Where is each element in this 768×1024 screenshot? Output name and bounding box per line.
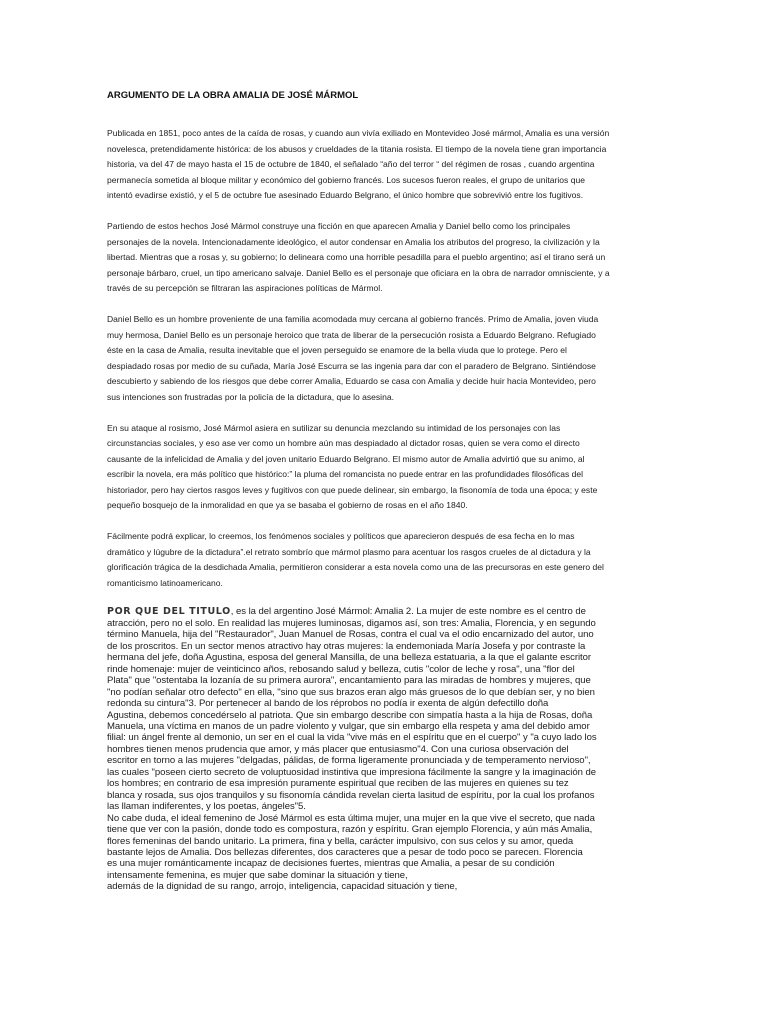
text-line: de los proscritos. En un sector menos atractivo hay otras mujeres: la endemoniada María Josefa y por contraste la [107,640,586,652]
text-line: redonda su cintura"3. Por pertenecer al bando de los réprobos no podía ir exenta de algún defectillo doña [107,698,549,710]
text-line: dramático y lúgubre de la dictadura”.el retrato sombrío que mármol plasmo para acentuar los rasgos crueles de al dictadura y la [107,546,591,557]
paragraph [107,312,667,406]
text-line: libertad. Mientras que a rosas y, su gobierno; lo delineara como una horrible pesadilla para el pueblo argentino; así el tirano será un [107,252,606,263]
text-line: sus intenciones son frustradas por la policía de la dictadura, que lo asesina. [107,391,394,402]
text-line: bastante lejos de Amalia. Dos bellezas diferentes, dos caracteres que a pesar de todo poco se parecen. Florencia [107,846,583,858]
paragraph [107,126,667,204]
section-paragraph [107,606,682,892]
text-line: romanticismo latinoamericano. [107,577,223,588]
section-first-line [107,606,682,617]
text-line: En su ataque al rosismo, José Mármol asiera en sutilizar su denuncia mezclando su intimidad de los personajes con las [107,422,561,433]
paragraph [107,529,667,591]
text-line: intensamente femenina, es mujer que sabe dominar la situación y tiene, [107,869,408,881]
paragraph [107,219,667,297]
text-line: Fácilmente podrá explicar, lo creemos, los fenómenos sociales y políticos que aparecieron después de esa fecha en lo mas [107,531,575,542]
text-line: hermana del jefe, doña Agustina, esposa del general Mansilla, de una belleza estatuaria, a la que el galante escritor [107,652,592,664]
text-line: personaje bárbaro, cruel, un tipo americano salvaje. Daniel Bello es el personaje que oficiara en la obra de narrador omnisciente, y a [107,267,610,278]
text-line: Publicada en 1851, poco antes de la caída de rosas, y cuando aun vivía exiliado en Montevideo José mármol, Amalia es una versión [107,128,610,138]
paragraphs-container [107,126,667,591]
text-line: muy hermosa, Daniel Bello es un personaje heroico que trata de liberar de la persecución rosista a Eduardo Belgrano. Refugiado [107,329,596,340]
text-line: escritor en torno a las mujeres "delgadas, pálidas, de forma ligeramente pronunciada y de temperamento nervioso", [107,755,591,767]
document-page [107,90,667,893]
section-first-line-text: , es la del argentino José Mármol: Amalia 2. La mujer de este nombre es el centro de [230,606,586,618]
text-line: glorificación trágica de la desdichada Amalia, permitieron considerar a esta novela como una de las precursoras en este genero del [107,562,604,573]
text-line: las llaman indiferentes, y los poetas, ángeles"5. [107,801,306,813]
text-line: pequeño bosquejo de la inmoralidad en que ya se basaba el gobierno de rosas en el año 1840. [107,500,468,511]
text-line: "no podían señalar otro defecto" en ella, "sino que sus brazos eran algo más gruesos de lo que debían ser, y no bien [107,686,595,698]
text-line: es una mujer románticamente incapaz de decisiones fuertes, mientras que Amalia, a pesar de su condición [107,858,555,870]
text-line: atracción, pero no el solo. En realidad las mujeres luminosas, digamos así, son tres: Amalia, Florencia, y en segundo [107,617,596,629]
text-line: intentó evadirse existió, y el 5 de octubre fue asesinado Eduardo Belgrano, el único hombre que sobrevivió entre los fugitivos. [107,190,584,201]
section-lines-container [107,618,682,893]
text-line: través de su percepción se filtraran las aspiraciones políticas de Mármol. [107,283,383,294]
document-title: ARGUMENTO DE LA OBRA AMALIA DE JOSÉ MÁRMOL [107,90,359,101]
text-line: éste en la casa de Amalia, resulta inevitable que el joven perseguido se enamore de la bella viuda que lo protege. Pero el [107,345,567,356]
text-line: personajes de la novela. Intencionadamente ideológico, el autor condensar en Amalia los atributos del progreso, la civilización y la [107,236,600,247]
text-line: circunstancias sociales, y eso ase ver como un hombre aún mas despiadado al dictador rosas, quien se vera como el directo [107,438,580,449]
text-line: permanecía sometida al bloque militar y económico del gobierno francés. Los sucesos fueron reales, el grupo de unitarios que [107,174,585,185]
text-line: Agustina, debemos concedérselo al patriota. Que sin embargo describe con simpatía hasta a la hija de Rosas, doña [107,709,593,721]
text-line: hombres tienen menos prudencia que amor, y más placer que entusiasmo"4. Con una curiosa observación del [107,743,569,755]
text-line: historiador, pero hay ciertos rasgos leves y fugitivos con que puede delinear, sin embargo, la fisonomía de toda una época; y este [107,484,598,495]
text-line: despiadado rosas por medio de su cuñada, María José Escurra se las ingenia para dar con el paradero de Belgrano. Sintiéndose [107,360,596,371]
text-line: novelesca, pretendidamente histórica: de los abusos y crueldades de la titania rosista. El tiempo de la novela tiene gran importancia [107,143,607,154]
text-line: blanca y rosada, sus ojos tranquilos y su fisonomía cándida revelan cierta lasitud de espíritu, por la cual los profanos [107,789,595,801]
text-line: término Manuela, hija del "Restaurador", Juan Manuel de Rosas, contra el cual va el odio encarnizado del autor, uno [107,629,594,641]
text-line: Daniel Bello es un hombre proveniente de una familia acomodada muy cercana al gobierno francés. Primo de Amalia, joven viuda [107,313,599,324]
text-line: causante de la infelicidad de Amalia y del joven unitario Eduardo Belgrano. El mismo autor de Amalia advirtió que su animo, al [107,453,585,464]
text-line: las cuales "poseen cierto secreto de voluptuosidad instintiva que impresiona fácilmente la sangre y la imaginación de [107,766,596,778]
text-line: Manuela, una víctima en manos de un padre violento y vulgar, que sin embargo ella respeta y ama del debido amor [107,720,590,732]
text-line: además de la dignidad de su rango, arrojo, inteligencia, capacidad situación y tiene, [107,881,458,893]
text-line: filial: un ángel frente al demonio, un ser en el cual la vida "vive más en el espíritu que en el cuerpo" y "a cuyo lado los [107,732,597,744]
text-line: tiene que ver con la pasión, donde todo es compostura, razón y espíritu. Gran ejemplo Florencia, y aún más Amalia, [107,824,593,836]
text-line: historia, va del 47 de mayo hasta el 15 de octubre de 1840, el señalado “año del terror “ del régimen de rosas , cuando argentina [107,159,595,170]
text-line: No cabe duda, el ideal femenino de José Mármol es esta última mujer, una mujer en la que vive el secreto, que nada [107,812,595,824]
text-line: rinde homenaje: mujer de veinticinco años, rebosando salud y belleza, cutis "color de leche y rosa", una "flor del [107,663,575,675]
text-line: Partiendo de estos hechos José Mármol construye una ficción en que aparecen Amalia y Daniel bello como los principales [107,220,571,231]
text-line: descubierto y sabiendo de los riesgos que debe correr Amalia, Eduardo se casa con Amalia y decide huir hacia Montevideo, pero [107,376,596,387]
text-line: Plata" que "ostentaba la lozanía de su primera aurora", encantamiento para las miradas de hombres y mujeres, que [107,675,591,687]
section-heading: POR QUE DEL TITULO [107,606,231,618]
text-line: escribir la novela, era más político que histórico:” la pluma del romancista no puede entrar en las profundidades filosóficas del [107,469,584,480]
text-line: los hombres; en contrario de esa impresión puramente espiritual que reciben de las mujeres en quienes su tez [107,778,569,790]
text-line: flores femeninas del bando unitario. La primera, fina y bella, carácter impulsivo, con sus celos y su amor, queda [107,835,574,847]
paragraph [107,421,667,515]
